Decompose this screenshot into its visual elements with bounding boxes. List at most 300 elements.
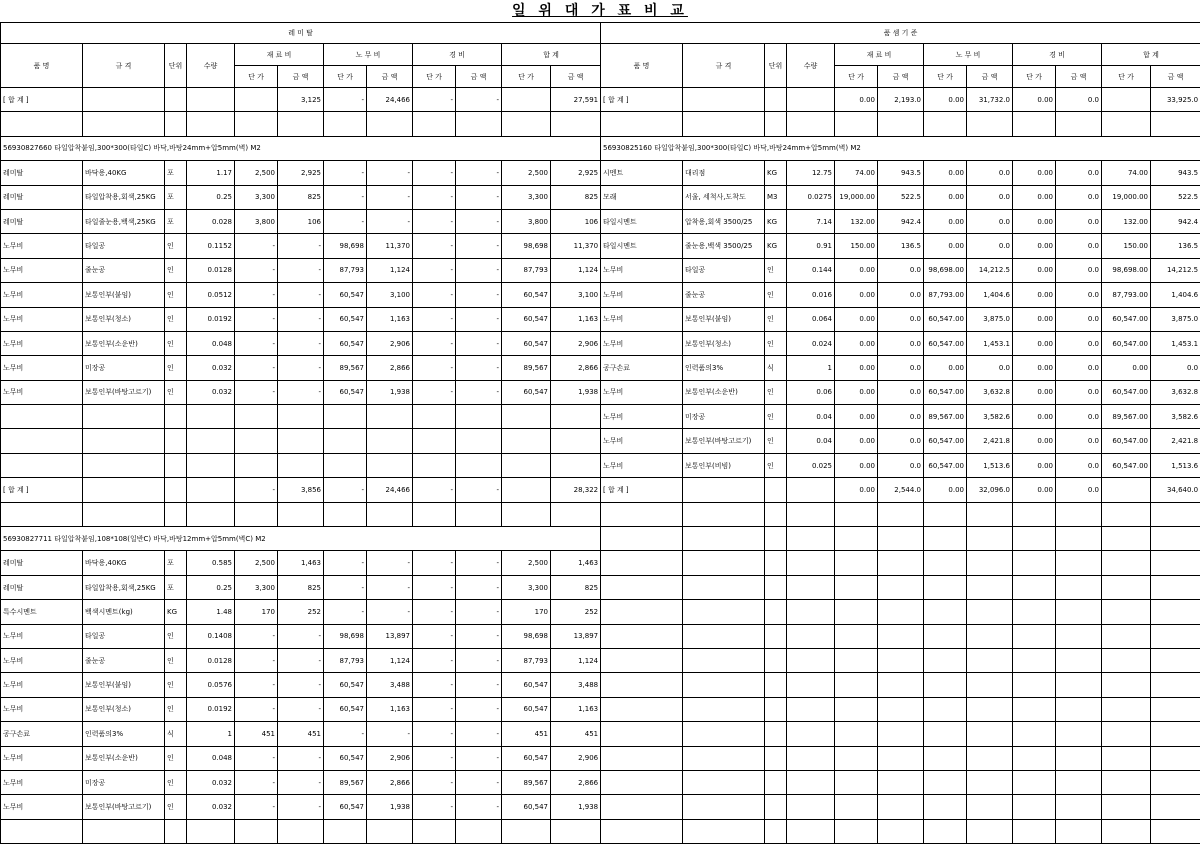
empty-cell xyxy=(787,795,835,819)
empty-cell xyxy=(967,112,1013,136)
unit-cell: 포 xyxy=(165,185,187,209)
empty-cell xyxy=(601,624,683,648)
item-name-cell: 노무비 xyxy=(1,258,83,282)
empty-cell xyxy=(1151,527,1200,551)
empty-cell xyxy=(683,624,765,648)
expense-amount-cell: 0.0 xyxy=(1056,356,1102,380)
item-name-cell: 노무비 xyxy=(1,380,83,404)
labor-price-cell: 60,547.00 xyxy=(924,453,967,477)
labor-price-cell: 0.00 xyxy=(924,209,967,233)
labor-amount-cell: - xyxy=(367,185,413,209)
empty-cell xyxy=(235,453,278,477)
labor-amount-cell: 1,124 xyxy=(367,648,413,672)
total-amount-cell: 3,632.8 xyxy=(1151,380,1200,404)
blank-row xyxy=(1,502,601,526)
expense-amount-cell: 0.0 xyxy=(1056,478,1102,502)
expense-price-cell: 0.00 xyxy=(1013,234,1056,258)
empty-cell xyxy=(187,502,235,526)
labor-amount-cell: - xyxy=(367,551,413,575)
empty-cell xyxy=(165,502,187,526)
empty-cell xyxy=(551,405,601,429)
total-price-cell: 2,500 xyxy=(502,161,551,185)
material-amount-cell: - xyxy=(278,697,324,721)
empty-cell xyxy=(787,770,835,794)
empty-cell xyxy=(83,405,165,429)
total-amount-cell: 1,938 xyxy=(551,380,601,404)
material-price-cell: - xyxy=(235,795,278,819)
header-unit-price: 단 가 xyxy=(1102,66,1151,88)
unit-cell xyxy=(165,478,187,502)
empty-cell xyxy=(456,405,502,429)
unit-cell: 인 xyxy=(765,331,787,355)
empty-cell xyxy=(967,819,1013,843)
item-name-cell: 노무비 xyxy=(1,697,83,721)
blank-row xyxy=(601,819,1200,843)
spec-cell: 대리점 xyxy=(683,161,765,185)
header-unit-price: 단 가 xyxy=(413,66,456,88)
labor-amount-cell: 0.0 xyxy=(967,185,1013,209)
labor-amount-cell: 31,732.0 xyxy=(967,88,1013,112)
item-code: 56930827660 타일압착붙임,300*300(타일C) 바닥,바탕24mm+압5mm(벽) M2 xyxy=(1,136,601,160)
empty-cell xyxy=(924,770,967,794)
empty-cell xyxy=(1056,527,1102,551)
total-price-cell: 60,547.00 xyxy=(1102,453,1151,477)
empty-cell xyxy=(683,112,765,136)
table-row xyxy=(1,161,601,185)
item-code: 56930827711 타일압착붙임,108*108(일반C) 바닥,바탕12mm+압5mm(벽C) M2 xyxy=(1,527,601,551)
expense-amount-cell: - xyxy=(456,795,502,819)
empty-cell xyxy=(324,405,367,429)
empty-cell xyxy=(765,795,787,819)
unit-cell: 인 xyxy=(765,307,787,331)
table-row xyxy=(1,770,601,794)
header-name: 품 명 xyxy=(601,44,683,88)
spec-cell: 타일공 xyxy=(83,624,165,648)
empty-cell xyxy=(683,527,765,551)
page-title: 일 위 대 가 표 비 교 xyxy=(0,0,1200,22)
total-price-cell: 74.00 xyxy=(1102,161,1151,185)
expense-price-cell: - xyxy=(413,209,456,233)
labor-price-cell: 98,698.00 xyxy=(924,258,967,282)
table-row xyxy=(1,673,601,697)
material-amount-cell: 942.4 xyxy=(878,209,924,233)
empty-cell xyxy=(765,575,787,599)
material-price-cell: 0.00 xyxy=(835,429,878,453)
empty-cell xyxy=(367,405,413,429)
material-price-cell: 0.00 xyxy=(835,283,878,307)
spec-cell: 줄눈공 xyxy=(83,648,165,672)
total-amount-cell: 942.4 xyxy=(1151,209,1200,233)
unit-cell: 인 xyxy=(765,258,787,282)
quantity-cell: 1.17 xyxy=(187,161,235,185)
empty-cell xyxy=(924,600,967,624)
header-amount: 금 액 xyxy=(551,66,601,88)
item-code: 56930825160 타일압착붙임,300*300(타일C) 바닥,바탕24mm+압5mm(벽) M2 xyxy=(601,136,1200,160)
table-row xyxy=(601,283,1200,307)
material-amount-cell: 825 xyxy=(278,575,324,599)
unit-cell: 포 xyxy=(165,209,187,233)
item-name-cell: 타일시멘트 xyxy=(601,209,683,233)
header-amount: 금 액 xyxy=(967,66,1013,88)
total-price-cell: 87,793.00 xyxy=(1102,283,1151,307)
empty-cell xyxy=(1151,746,1200,770)
spec-cell xyxy=(683,478,765,502)
table-row xyxy=(1,648,601,672)
material-price-cell: 0.00 xyxy=(835,258,878,282)
expense-price-cell: - xyxy=(413,380,456,404)
unit-cell: 인 xyxy=(165,648,187,672)
quantity-cell: 0.0512 xyxy=(187,283,235,307)
empty-cell xyxy=(1102,697,1151,721)
empty-cell xyxy=(601,502,683,526)
empty-cell xyxy=(601,600,683,624)
unit-cell: 인 xyxy=(765,429,787,453)
total-amount-cell: 28,322 xyxy=(551,478,601,502)
material-price-cell: 2,500 xyxy=(235,161,278,185)
total-amount-cell: 106 xyxy=(551,209,601,233)
empty-cell xyxy=(1013,575,1056,599)
blank-row xyxy=(1,429,601,453)
expense-amount-cell: 0.0 xyxy=(1056,307,1102,331)
header-total: 합 계 xyxy=(502,44,601,66)
table-row xyxy=(1,185,601,209)
table-row xyxy=(1,575,601,599)
empty-cell xyxy=(456,112,502,136)
expense-amount-cell: - xyxy=(456,307,502,331)
unit-cell: 식 xyxy=(765,356,787,380)
total-price-cell: 60,547 xyxy=(502,697,551,721)
expense-amount-cell: 0.0 xyxy=(1056,234,1102,258)
expense-price-cell: - xyxy=(413,161,456,185)
spec-cell: 보통인부(청소) xyxy=(83,307,165,331)
total-price-cell: 89,567 xyxy=(502,770,551,794)
empty-cell xyxy=(601,673,683,697)
quantity-cell: 0.048 xyxy=(187,746,235,770)
material-amount-cell: 252 xyxy=(278,600,324,624)
material-price-cell: - xyxy=(235,380,278,404)
labor-price-cell: 60,547.00 xyxy=(924,331,967,355)
blank-row xyxy=(601,502,1200,526)
labor-amount-cell: 1,163 xyxy=(367,697,413,721)
header-expense: 경 비 xyxy=(413,44,502,66)
empty-cell xyxy=(835,551,878,575)
expense-amount-cell: - xyxy=(456,185,502,209)
total-amount-cell: 2,866 xyxy=(551,770,601,794)
unit-cell xyxy=(765,478,787,502)
quantity-cell: 0.06 xyxy=(787,380,835,404)
labor-amount-cell: - xyxy=(367,600,413,624)
total-price-cell: 60,547 xyxy=(502,331,551,355)
empty-cell xyxy=(1151,673,1200,697)
labor-amount-cell: - xyxy=(367,722,413,746)
empty-cell xyxy=(324,502,367,526)
empty-cell xyxy=(502,819,551,843)
header-unit: 단위 xyxy=(165,44,187,88)
header-material: 재 료 비 xyxy=(235,44,324,66)
empty-cell xyxy=(1151,770,1200,794)
expense-price-cell: 0.00 xyxy=(1013,429,1056,453)
labor-amount-cell: 0.0 xyxy=(967,161,1013,185)
empty-cell xyxy=(367,819,413,843)
expense-price-cell: - xyxy=(413,88,456,112)
quantity-cell: 0.025 xyxy=(787,453,835,477)
labor-price-cell: 60,547 xyxy=(324,795,367,819)
expense-price-cell: 0.00 xyxy=(1013,185,1056,209)
empty-cell xyxy=(601,527,683,551)
empty-cell xyxy=(787,697,835,721)
expense-amount-cell: 0.0 xyxy=(1056,209,1102,233)
unit-cell: 포 xyxy=(165,551,187,575)
item-name-cell: 노무비 xyxy=(1,770,83,794)
empty-cell xyxy=(1056,697,1102,721)
spec-cell: 바닥용,40KG xyxy=(83,551,165,575)
expense-amount-cell: - xyxy=(456,478,502,502)
expense-amount-cell: 0.0 xyxy=(1056,185,1102,209)
total-price-cell: 451 xyxy=(502,722,551,746)
material-amount-cell: 0.0 xyxy=(878,453,924,477)
blank-row xyxy=(1,112,601,136)
empty-cell xyxy=(765,527,787,551)
empty-cell xyxy=(1056,770,1102,794)
expense-amount-cell: 0.0 xyxy=(1056,161,1102,185)
material-price-cell: - xyxy=(235,697,278,721)
empty-cell xyxy=(502,112,551,136)
empty-cell xyxy=(787,673,835,697)
empty-cell xyxy=(187,112,235,136)
total-amount-cell: 2,925 xyxy=(551,161,601,185)
empty-cell xyxy=(601,819,683,843)
expense-price-cell: - xyxy=(413,551,456,575)
material-amount-cell: 0.0 xyxy=(878,429,924,453)
quantity-cell: 0.0128 xyxy=(187,258,235,282)
material-amount-cell: - xyxy=(278,746,324,770)
table-row xyxy=(1,600,601,624)
material-price-cell: 2,500 xyxy=(235,551,278,575)
total-price-cell xyxy=(1102,88,1151,112)
item-name-cell: 노무비 xyxy=(1,673,83,697)
material-amount-cell: 136.5 xyxy=(878,234,924,258)
empty-cell xyxy=(1151,648,1200,672)
total-amount-cell: 1,124 xyxy=(551,648,601,672)
quantity-cell: 0.024 xyxy=(787,331,835,355)
item-name-cell: 노무비 xyxy=(601,283,683,307)
empty-cell xyxy=(324,112,367,136)
item-name-cell: 노무비 xyxy=(601,429,683,453)
labor-amount-cell: 2,866 xyxy=(367,770,413,794)
left-table xyxy=(0,22,601,844)
labor-amount-cell: 0.0 xyxy=(967,234,1013,258)
empty-cell xyxy=(413,405,456,429)
table-row xyxy=(1,551,601,575)
total-price-cell: 60,547.00 xyxy=(1102,307,1151,331)
total-price-cell: 98,698.00 xyxy=(1102,258,1151,282)
labor-price-cell: 98,698 xyxy=(324,624,367,648)
empty-cell xyxy=(924,112,967,136)
table-row xyxy=(601,234,1200,258)
blank-row xyxy=(601,648,1200,672)
total-price-cell: 60,547 xyxy=(502,795,551,819)
spec-cell: 보통인부(소운반) xyxy=(83,331,165,355)
expense-price-cell: 0.00 xyxy=(1013,405,1056,429)
material-amount-cell: - xyxy=(278,234,324,258)
spec-cell: 백색시멘트(kg) xyxy=(83,600,165,624)
total-price-cell xyxy=(1102,478,1151,502)
expense-price-cell: - xyxy=(413,770,456,794)
total-price-cell: 132.00 xyxy=(1102,209,1151,233)
empty-cell xyxy=(1013,722,1056,746)
labor-price-cell: - xyxy=(324,478,367,502)
spec-cell: 미장공 xyxy=(83,356,165,380)
empty-cell xyxy=(502,429,551,453)
header-expense: 경 비 xyxy=(1013,44,1102,66)
total-price-cell: 60,547.00 xyxy=(1102,429,1151,453)
expense-amount-cell: - xyxy=(456,770,502,794)
empty-cell xyxy=(551,453,601,477)
empty-cell xyxy=(413,429,456,453)
labor-amount-cell: 1,404.6 xyxy=(967,283,1013,307)
spec-cell: 보통인부(비빔) xyxy=(683,453,765,477)
empty-cell xyxy=(765,502,787,526)
item-name-cell: 노무비 xyxy=(1,795,83,819)
empty-cell xyxy=(187,429,235,453)
empty-cell xyxy=(1013,502,1056,526)
total-price-cell: 2,500 xyxy=(502,551,551,575)
total-amount-cell: 136.5 xyxy=(1151,234,1200,258)
material-price-cell: 0.00 xyxy=(835,88,878,112)
empty-cell xyxy=(967,673,1013,697)
material-amount-cell: - xyxy=(278,624,324,648)
quantity-cell: 0.1152 xyxy=(187,234,235,258)
total-amount-cell: 2,906 xyxy=(551,331,601,355)
total-amount-cell: 2,421.8 xyxy=(1151,429,1200,453)
header-amount: 금 액 xyxy=(1151,66,1200,88)
material-price-cell: - xyxy=(235,234,278,258)
quantity-cell: 0.0192 xyxy=(187,307,235,331)
labor-amount-cell: 1,453.1 xyxy=(967,331,1013,355)
material-amount-cell: 106 xyxy=(278,209,324,233)
header-amount: 금 액 xyxy=(367,66,413,88)
labor-price-cell: - xyxy=(324,88,367,112)
empty-cell xyxy=(683,697,765,721)
total-amount-cell: 3,100 xyxy=(551,283,601,307)
empty-cell xyxy=(924,648,967,672)
empty-cell xyxy=(1,405,83,429)
empty-cell xyxy=(765,770,787,794)
header-labor: 노 무 비 xyxy=(924,44,1013,66)
labor-price-cell: 0.00 xyxy=(924,356,967,380)
empty-cell xyxy=(1151,624,1200,648)
header-amount: 금 액 xyxy=(878,66,924,88)
expense-amount-cell: - xyxy=(456,380,502,404)
quantity-cell xyxy=(787,478,835,502)
item-name-cell: [ 합 계 ] xyxy=(601,478,683,502)
empty-cell xyxy=(1013,624,1056,648)
empty-cell xyxy=(165,429,187,453)
empty-cell xyxy=(456,429,502,453)
total-amount-cell: 27,591 xyxy=(551,88,601,112)
unit-cell: 인 xyxy=(765,453,787,477)
table-row xyxy=(1,258,601,282)
empty-cell xyxy=(551,819,601,843)
spec-cell: 보통인부(바탕고르기) xyxy=(683,429,765,453)
empty-cell xyxy=(83,819,165,843)
total-amount-cell: 1,163 xyxy=(551,697,601,721)
unit-cell: 인 xyxy=(765,283,787,307)
unit-cell: 인 xyxy=(765,380,787,404)
labor-amount-cell: 0.0 xyxy=(967,356,1013,380)
labor-amount-cell: 32,096.0 xyxy=(967,478,1013,502)
unit-cell: 인 xyxy=(165,746,187,770)
section-title-row xyxy=(1,23,601,44)
spec-cell: 타일공 xyxy=(83,234,165,258)
header-name: 품 명 xyxy=(1,44,83,88)
empty-cell xyxy=(683,795,765,819)
header-unit-price: 단 가 xyxy=(235,66,278,88)
empty-cell xyxy=(165,405,187,429)
empty-cell xyxy=(1151,600,1200,624)
column-header-row xyxy=(1,44,601,66)
empty-cell xyxy=(1056,746,1102,770)
material-amount-cell: 3,125 xyxy=(278,88,324,112)
empty-cell xyxy=(835,673,878,697)
total-price-cell: 87,793 xyxy=(502,258,551,282)
header-quantity: 수량 xyxy=(187,44,235,88)
empty-cell xyxy=(324,429,367,453)
material-price-cell: - xyxy=(235,648,278,672)
quantity-cell: 0.028 xyxy=(187,209,235,233)
empty-cell xyxy=(1102,527,1151,551)
empty-cell xyxy=(835,722,878,746)
item-code-row xyxy=(1,527,601,551)
empty-cell xyxy=(1151,819,1200,843)
labor-price-cell: 60,547.00 xyxy=(924,380,967,404)
expense-price-cell: - xyxy=(413,356,456,380)
material-price-cell: 0.00 xyxy=(835,380,878,404)
unit-cell: 인 xyxy=(165,307,187,331)
material-price-cell: 74.00 xyxy=(835,161,878,185)
empty-cell xyxy=(1102,551,1151,575)
material-price-cell: 3,300 xyxy=(235,575,278,599)
expense-amount-cell: - xyxy=(456,88,502,112)
empty-cell xyxy=(1056,795,1102,819)
table-row xyxy=(1,380,601,404)
item-name-cell: 노무비 xyxy=(601,331,683,355)
labor-price-cell: 0.00 xyxy=(924,161,967,185)
empty-cell xyxy=(967,746,1013,770)
empty-cell xyxy=(1056,112,1102,136)
spec-cell: 보통인부(붙임) xyxy=(683,307,765,331)
material-price-cell: 0.00 xyxy=(835,331,878,355)
material-amount-cell: 0.0 xyxy=(878,331,924,355)
empty-cell xyxy=(787,527,835,551)
empty-cell xyxy=(787,648,835,672)
section-title: 레 미 탈 xyxy=(1,23,601,44)
labor-price-cell: 0.00 xyxy=(924,88,967,112)
item-name-cell: 노무비 xyxy=(1,331,83,355)
spec-cell: 인력품의3% xyxy=(83,722,165,746)
quantity-cell: 0.1408 xyxy=(187,624,235,648)
empty-cell xyxy=(878,648,924,672)
empty-cell xyxy=(765,648,787,672)
empty-cell xyxy=(1151,697,1200,721)
labor-price-cell: 0.00 xyxy=(924,185,967,209)
expense-amount-cell: 0.0 xyxy=(1056,331,1102,355)
expense-price-cell: 0.00 xyxy=(1013,161,1056,185)
empty-cell xyxy=(1056,575,1102,599)
empty-cell xyxy=(835,648,878,672)
empty-cell xyxy=(787,112,835,136)
labor-price-cell: 89,567 xyxy=(324,356,367,380)
